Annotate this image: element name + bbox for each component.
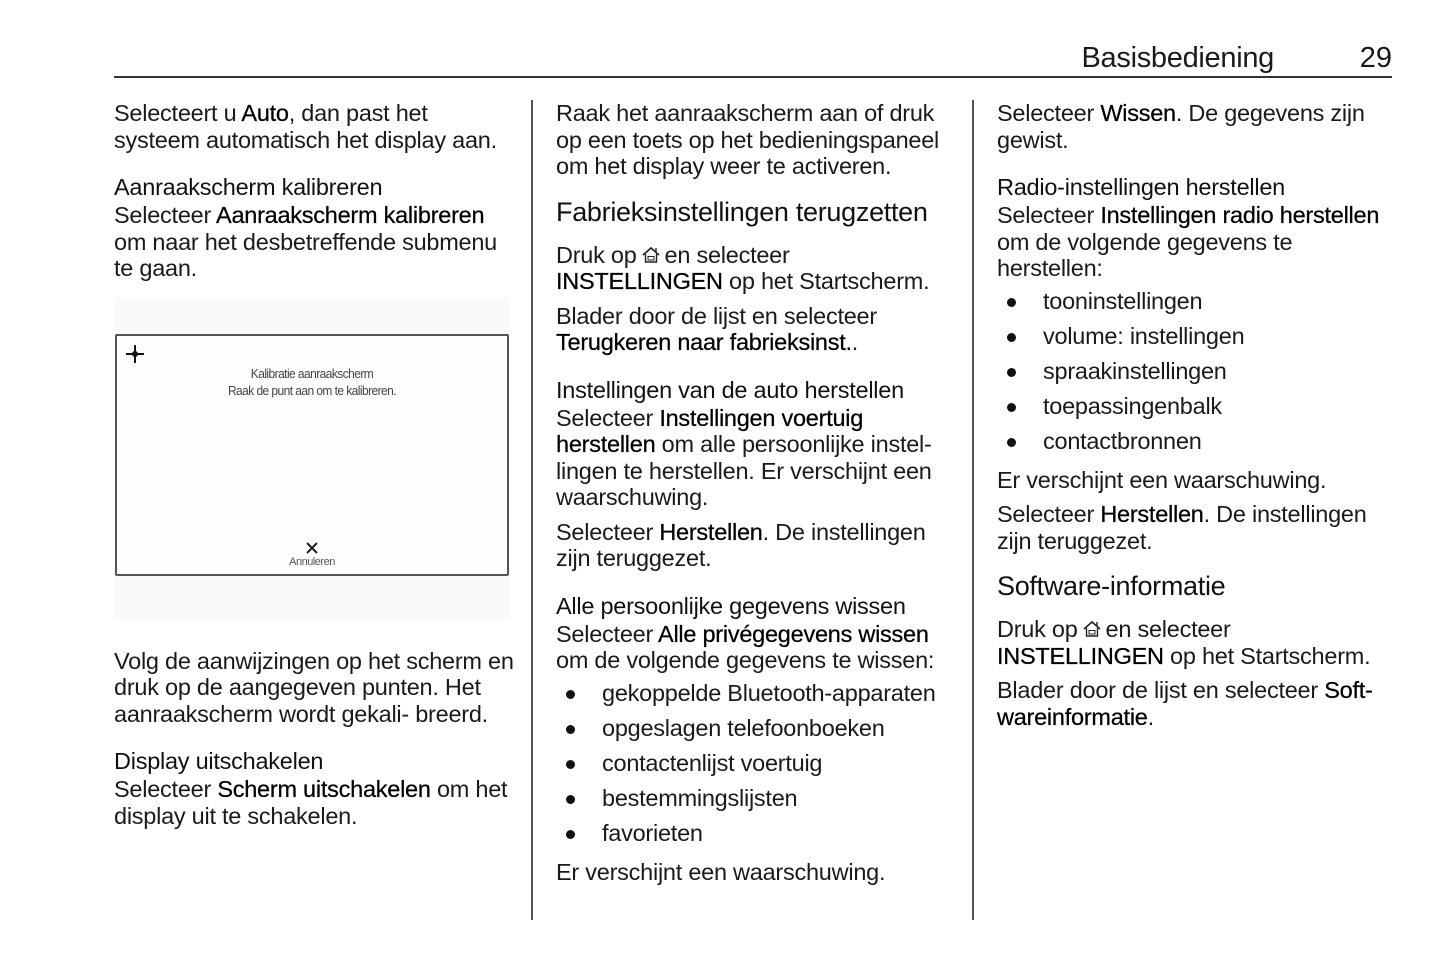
column-divider (972, 100, 974, 920)
list-item: gekoppelde Bluetooth-apparaten (556, 676, 956, 711)
calibration-screen (115, 334, 509, 576)
bullet-icon (566, 690, 575, 699)
subheading-display-off: Display uitschakelen (114, 748, 324, 774)
screen-instruction: Raak de punt aan om te kalibreren. (227, 382, 397, 398)
calibrate-paragraph: Selecteer Aanraakscherm kalibreren om naar het desbetreffende submenu te gaan. (114, 202, 498, 281)
close-icon[interactable] (304, 540, 320, 556)
menu-term: Instellingen voertuig herstellen (556, 404, 864, 457)
reactivate-paragraph: Raak het aanraakscherm aan of druk op een toets op het bedieningspaneel om het display weer te activeren. (556, 100, 939, 179)
menu-term: Scherm uitschakelen (217, 776, 431, 802)
factory-step-2: Blader door de lijst en selecteer Terugkeren naar fabrieksinst.. (556, 302, 877, 355)
bullet-icon (1007, 298, 1016, 307)
bullet-icon (566, 725, 575, 734)
section-title-factory-reset: Fabrieksinstellingen terugzetten (556, 196, 928, 227)
car-settings-confirm: Selecteer Herstellen. De instellingen zijn teruggezet. (556, 518, 926, 571)
menu-term: INSTELLINGEN (556, 268, 723, 294)
list-item: bestemmingslijsten (556, 781, 956, 816)
wipe-confirm-paragraph: Selecteer Wissen. De gegevens zijn gewist. (997, 100, 1365, 153)
radio-confirm-paragraph: Selecteer Herstellen. De instellingen zijn teruggezet. (997, 501, 1367, 554)
menu-term: Herstellen (1100, 501, 1204, 527)
list-item: opgeslagen telefoonboeken (556, 711, 956, 746)
personal-data-list (556, 676, 956, 851)
radio-paragraph: Selecteer Instellingen radio herstellen om de volgende gegevens te herstellen: (997, 202, 1380, 281)
calibration-screen-figure (114, 298, 510, 620)
menu-term: Soft- wareinformatie (997, 677, 1373, 730)
software-step-2: Blader door de lijst en selecteer Soft- wareinformatie. (997, 677, 1373, 730)
page-number: 29 (1359, 42, 1392, 74)
column-divider (531, 100, 533, 920)
subheading-calibrate: Aanraakscherm kalibreren (114, 174, 383, 200)
factory-step-1: Druk op en selecteer INSTELLINGEN op het Startscherm. (556, 241, 930, 294)
menu-term: Aanraakscherm kalibreren (216, 202, 485, 228)
display-off-paragraph: Selecteer Scherm uitschakelen om het display uit te schakelen. (114, 776, 508, 829)
menu-term: Herstellen (659, 518, 763, 545)
bullet-icon (1007, 438, 1016, 447)
menu-term: Auto (241, 100, 289, 126)
software-step-1: Druk op en selecteer INSTELLINGEN op het Startscherm. (997, 616, 1371, 669)
section-title-software-info: Software-informatie (997, 571, 1226, 601)
cancel-button[interactable]: Annuleren (289, 555, 335, 568)
menu-term: Alle privégegevens wissen (658, 620, 929, 647)
follow-instructions-paragraph: Volg de aanwijzingen op het scherm en druk op de aangegeven punten. Het aanraakscherm wordt gekali- breerd. (114, 647, 514, 727)
list-item: spraakinstellingen (997, 354, 1397, 389)
personal-data-paragraph: Selecteer Alle privégegevens wissen om de volgende gegevens te wissen: (556, 620, 935, 673)
menu-term: Wissen (1100, 100, 1176, 126)
list-item: volume: instellingen (997, 319, 1397, 354)
crosshair-icon (125, 344, 145, 364)
warning-paragraph: Er verschijnt een waarschuwing. (556, 858, 886, 885)
bullet-icon (1007, 333, 1016, 342)
chapter-title: Basisbediening (1081, 42, 1274, 74)
list-item: tooninstellingen (997, 284, 1397, 319)
menu-term: Instellingen radio herstellen (1100, 202, 1380, 228)
column-middle (556, 100, 956, 893)
subheading-car-settings: Instellingen van de auto herstellen (556, 376, 904, 403)
column-right (997, 100, 1397, 738)
bullet-icon (566, 795, 575, 804)
car-settings-paragraph: Selecteer Instellingen voertuig herstellen om alle persoonlijke instel- lingen te herstellen. Er verschijnt een waarschuwing. (556, 404, 932, 510)
list-item: contactbronnen (997, 424, 1397, 459)
auto-display-paragraph: Selecteert u Auto, dan past het systeem automatisch het display aan. (114, 100, 497, 153)
page-header (114, 38, 1392, 78)
subheading-personal-data: Alle persoonlijke gegevens wissen (556, 592, 906, 619)
radio-settings-list (997, 284, 1397, 459)
warning-paragraph: Er verschijnt een waarschuwing. (997, 466, 1327, 493)
bullet-icon (566, 830, 575, 839)
list-item: toepassingenbalk (997, 389, 1397, 424)
menu-term: Terugkeren naar fabrieksinst. (556, 329, 852, 355)
column-left (114, 100, 514, 837)
list-item: favorieten (556, 816, 956, 851)
menu-term: INSTELLINGEN (997, 642, 1164, 669)
bullet-icon (1007, 368, 1016, 377)
list-item: contactenlijst voertuig (556, 746, 956, 781)
home-icon (1082, 620, 1102, 638)
bullet-icon (1007, 403, 1016, 412)
subheading-radio: Radio-instellingen herstellen (997, 174, 1285, 200)
home-icon (641, 246, 661, 264)
bullet-icon (566, 760, 575, 769)
screen-title: Kalibratie aanraakscherm (250, 365, 374, 381)
